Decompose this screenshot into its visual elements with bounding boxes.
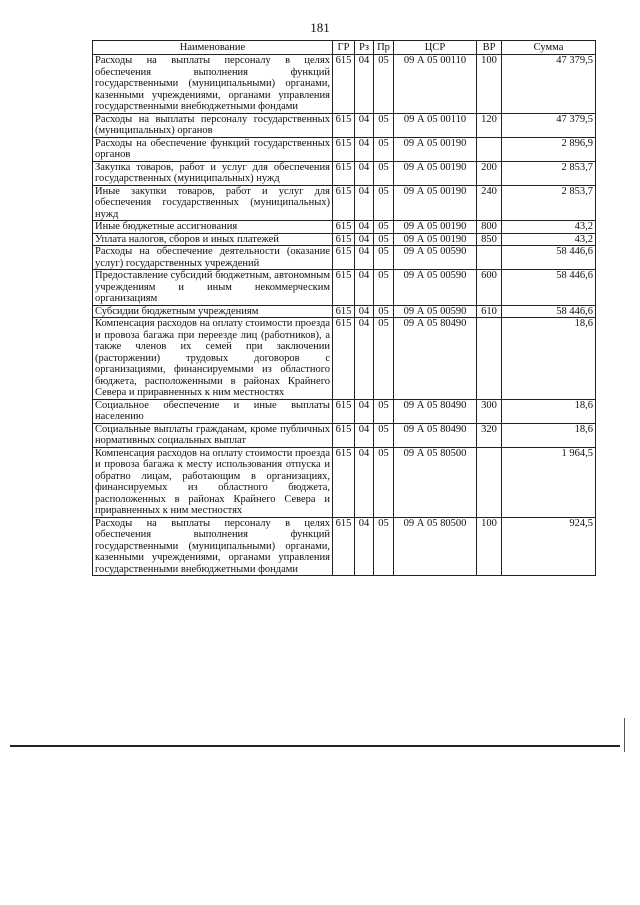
table-row (93, 318, 596, 400)
cell-pr: 05 (374, 270, 394, 306)
cell-name: Расходы на выплаты персоналу в целях обеспечения выполнения функций государственными (муниципальными) органами, казенными учреждениями, органами управления государственными внебюджетными фондами (93, 55, 333, 114)
cell-rz: 04 (355, 270, 374, 306)
col-header-vr: ВР (477, 41, 502, 55)
cell-sum: 18,6 (502, 399, 596, 423)
cell-name: Социальное обеспечение и иные выплаты населению (93, 399, 333, 423)
cell-sum: 47 379,5 (502, 113, 596, 137)
cell-sum: 43,2 (502, 221, 596, 234)
cell-name: Компенсация расходов на оплату стоимости проезда и провоза багажа к месту использования отпуска и обратно лицам, работающим в организациях, финансируемых из областного бюджета, расположенных в районах Крайнего Севера и приравненных к ним местностях (93, 447, 333, 517)
cell-vr: 200 (477, 161, 502, 185)
cell-pr: 05 (374, 233, 394, 246)
table-row (93, 423, 596, 447)
cell-rz: 04 (355, 447, 374, 517)
cell-rz: 04 (355, 246, 374, 270)
cell-csr: 09 А 05 00590 (394, 305, 477, 318)
cell-rz: 04 (355, 113, 374, 137)
cell-rz: 04 (355, 221, 374, 234)
cell-gr: 615 (333, 185, 355, 221)
table-row (93, 55, 596, 114)
cell-vr: 120 (477, 113, 502, 137)
cell-sum: 58 446,6 (502, 270, 596, 306)
cell-vr (477, 318, 502, 400)
cell-vr (477, 137, 502, 161)
cell-pr: 05 (374, 246, 394, 270)
cell-name: Субсидии бюджетным учреждениям (93, 305, 333, 318)
col-header-gr: ГР (333, 41, 355, 55)
cell-csr: 09 А 05 80490 (394, 399, 477, 423)
cell-name: Предоставление субсидий бюджетным, автономным учреждениям и иным некоммерческим организациям (93, 270, 333, 306)
cell-name: Уплата налогов, сборов и иных платежей (93, 233, 333, 246)
cell-pr: 05 (374, 517, 394, 576)
cell-gr: 615 (333, 113, 355, 137)
table-header-row (93, 41, 596, 55)
cell-gr: 615 (333, 517, 355, 576)
cell-vr: 240 (477, 185, 502, 221)
cell-gr: 615 (333, 221, 355, 234)
page-bottom-rule (10, 745, 620, 747)
cell-gr: 615 (333, 55, 355, 114)
col-header-sum: Сумма (502, 41, 596, 55)
cell-vr: 610 (477, 305, 502, 318)
cell-csr: 09 А 05 00190 (394, 137, 477, 161)
table-row (93, 233, 596, 246)
cell-csr: 09 А 05 00590 (394, 246, 477, 270)
cell-pr: 05 (374, 399, 394, 423)
cell-name: Иные закупки товаров, работ и услуг для обеспечения государственных (муниципальных) нужд (93, 185, 333, 221)
cell-csr: 09 А 05 80490 (394, 318, 477, 400)
cell-csr: 09 А 05 00190 (394, 233, 477, 246)
budget-table (92, 40, 596, 576)
cell-name: Закупка товаров, работ и услуг для обеспечения государственных (муниципальных) нужд (93, 161, 333, 185)
cell-vr: 600 (477, 270, 502, 306)
table-body (93, 55, 596, 576)
cell-pr: 05 (374, 161, 394, 185)
cell-gr: 615 (333, 161, 355, 185)
cell-sum: 2 853,7 (502, 161, 596, 185)
cell-rz: 04 (355, 399, 374, 423)
table-row (93, 246, 596, 270)
cell-pr: 05 (374, 185, 394, 221)
table-row (93, 517, 596, 576)
cell-rz: 04 (355, 161, 374, 185)
cell-vr: 100 (477, 517, 502, 576)
cell-csr: 09 А 05 80500 (394, 517, 477, 576)
table-row (93, 399, 596, 423)
cell-pr: 05 (374, 305, 394, 318)
cell-vr: 320 (477, 423, 502, 447)
table-row (93, 221, 596, 234)
cell-pr: 05 (374, 318, 394, 400)
cell-gr: 615 (333, 399, 355, 423)
cell-sum: 47 379,5 (502, 55, 596, 114)
cell-sum: 58 446,6 (502, 246, 596, 270)
cell-rz: 04 (355, 517, 374, 576)
cell-vr (477, 447, 502, 517)
cell-gr: 615 (333, 423, 355, 447)
cell-rz: 04 (355, 185, 374, 221)
cell-name: Социальные выплаты гражданам, кроме публичных нормативных социальных выплат (93, 423, 333, 447)
cell-gr: 615 (333, 318, 355, 400)
side-margin-mark (624, 718, 625, 752)
cell-csr: 09 А 05 00190 (394, 161, 477, 185)
cell-name: Иные бюджетные ассигнования (93, 221, 333, 234)
cell-sum: 2 896,9 (502, 137, 596, 161)
col-header-name: Наименование (93, 41, 333, 55)
cell-sum: 2 853,7 (502, 185, 596, 221)
col-header-rz: Рз (355, 41, 374, 55)
cell-vr (477, 246, 502, 270)
cell-vr: 100 (477, 55, 502, 114)
cell-csr: 09 А 05 00190 (394, 185, 477, 221)
cell-csr: 09 А 05 00110 (394, 55, 477, 114)
cell-gr: 615 (333, 137, 355, 161)
cell-csr: 09 А 05 00110 (394, 113, 477, 137)
cell-pr: 05 (374, 423, 394, 447)
col-header-pr: Пр (374, 41, 394, 55)
cell-csr: 09 А 05 80500 (394, 447, 477, 517)
cell-rz: 04 (355, 55, 374, 114)
table-row (93, 137, 596, 161)
cell-csr: 09 А 05 00590 (394, 270, 477, 306)
cell-pr: 05 (374, 221, 394, 234)
col-header-csr: ЦСР (394, 41, 477, 55)
cell-sum: 58 446,6 (502, 305, 596, 318)
table-row (93, 113, 596, 137)
cell-csr: 09 А 05 80490 (394, 423, 477, 447)
cell-pr: 05 (374, 55, 394, 114)
cell-gr: 615 (333, 246, 355, 270)
cell-rz: 04 (355, 233, 374, 246)
cell-sum: 43,2 (502, 233, 596, 246)
cell-rz: 04 (355, 423, 374, 447)
cell-rz: 04 (355, 137, 374, 161)
table-row (93, 185, 596, 221)
cell-sum: 18,6 (502, 318, 596, 400)
table-row (93, 270, 596, 306)
cell-vr: 300 (477, 399, 502, 423)
table-row (93, 161, 596, 185)
cell-csr: 09 А 05 00190 (394, 221, 477, 234)
cell-name: Компенсация расходов на оплату стоимости проезда и провоза багажа при переезде лиц (работников), а также членов их семей при заключении (расторжении) трудовых договоров с организациями, финансируемыми из областного бюджета, расположенными в районах Крайнего Севера и приравненных к ним местностях (93, 318, 333, 400)
cell-sum: 1 964,5 (502, 447, 596, 517)
cell-pr: 05 (374, 447, 394, 517)
cell-rz: 04 (355, 318, 374, 400)
cell-rz: 04 (355, 305, 374, 318)
cell-gr: 615 (333, 270, 355, 306)
cell-name: Расходы на обеспечение функций государственных органов (93, 137, 333, 161)
cell-pr: 05 (374, 137, 394, 161)
page-number: 181 (310, 20, 330, 35)
cell-name: Расходы на выплаты персоналу в целях обеспечения выполнения функций государственными (муниципальными) органами, казенными учреждениями, органами управления государственными внебюджетными фондами (93, 517, 333, 576)
cell-vr: 800 (477, 221, 502, 234)
cell-vr: 850 (477, 233, 502, 246)
cell-pr: 05 (374, 113, 394, 137)
cell-gr: 615 (333, 305, 355, 318)
cell-sum: 924,5 (502, 517, 596, 576)
cell-name: Расходы на выплаты персоналу государственных (муниципальных) органов (93, 113, 333, 137)
cell-sum: 18,6 (502, 423, 596, 447)
cell-name: Расходы на обеспечение деятельности (оказание услуг) государственных учреждений (93, 246, 333, 270)
table-row (93, 447, 596, 517)
table-row (93, 305, 596, 318)
cell-gr: 615 (333, 233, 355, 246)
cell-gr: 615 (333, 447, 355, 517)
